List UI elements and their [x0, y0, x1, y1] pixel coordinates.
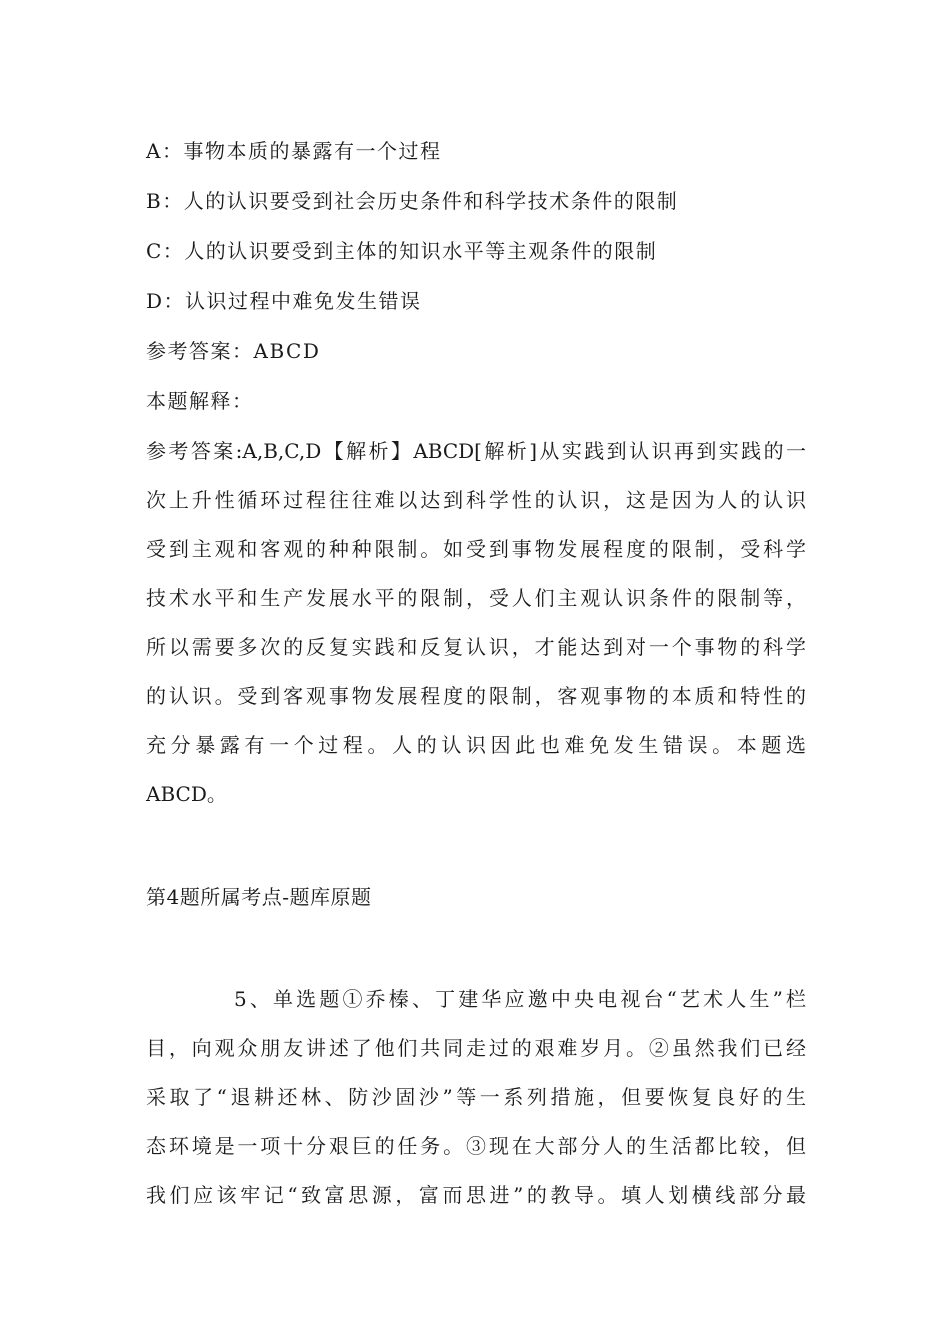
explanation-line: 技术水平和生产发展水平的限制，受人们主观认识条件的限制等，	[146, 586, 806, 610]
explanation-line: ABCD。	[146, 782, 227, 806]
explanation-line: 次上升性循环过程往往难以达到科学性的认识，这是因为人的认识	[146, 488, 806, 512]
question-line: 目，向观众朋友讲述了他们共同走过的艰难岁月。②虽然我们已经	[146, 1036, 806, 1060]
explanation-line: 的认识。受到客观事物发展程度的限制，客观事物的本质和特性的	[146, 684, 806, 708]
question-line: 5、单选题①乔榛、丁建华应邀中央电视台“艺术人生”栏	[234, 987, 806, 1011]
question-line: 采取了“退耕还林、防沙固沙”等一系列措施，但要恢复良好的生	[146, 1085, 806, 1109]
explanation-line: 所以需要多次的反复实践和反复认识，才能达到对一个事物的科学	[146, 635, 806, 659]
question-line: 我们应该牢记“致富思源，富而思进”的教导。填人划横线部分最	[146, 1183, 806, 1207]
option-d: D：认识过程中难免发生错误	[146, 289, 422, 313]
explanation-line: 充分暴露有一个过程。人的认识因此也难免发生错误。本题选	[146, 733, 806, 757]
explanation-line: 参考答案:A,B,C,D【解析】ABCD[解析]从实践到认识再到实践的一	[146, 439, 806, 463]
explanation-line: 受到主观和客观的种种限制。如受到事物发展程度的限制，受科学	[146, 537, 806, 561]
option-a: A：事物本质的暴露有一个过程	[146, 139, 442, 163]
topic-note: 第4题所属考点-题库原题	[146, 885, 372, 909]
reference-answer: 参考答案：ABCD	[146, 339, 321, 363]
question-line: 态环境是一项十分艰巨的任务。③现在大部分人的生活都比较，但	[146, 1134, 806, 1158]
option-b: B：人的认识要受到社会历史条件和科学技术条件的限制	[146, 189, 679, 213]
explanation-label: 本题解释：	[146, 389, 254, 413]
option-c: C：人的认识要受到主体的知识水平等主观条件的限制	[146, 239, 658, 263]
